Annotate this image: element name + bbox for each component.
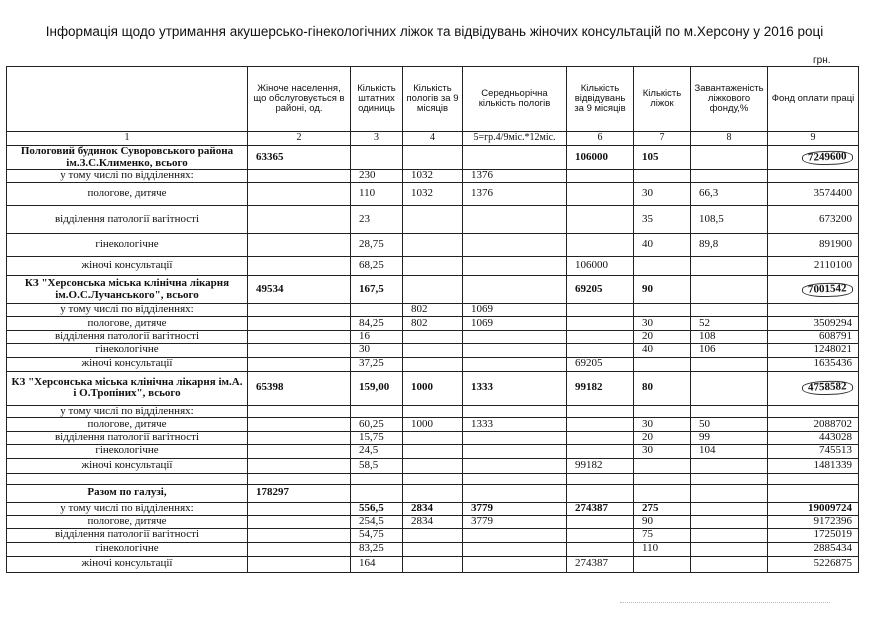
table-cell: 3509294 [768,317,859,331]
table-cell [691,357,768,371]
table-cell: 556,5 [351,502,403,515]
column-number-cell: 8 [691,132,768,146]
table-cell: 608791 [768,331,859,344]
row-label-cell: відділення патології вагітності [7,432,248,445]
table-cell: 1333 [463,371,567,405]
table-cell [463,206,567,234]
table-cell [463,357,567,371]
table-row [7,528,859,542]
row-label-cell: пологове, дитяче [7,515,248,528]
table-cell [403,542,463,556]
table-row [7,371,859,405]
row-label-cell: гінекологічне [7,234,248,257]
table-cell: 891900 [768,234,859,257]
table-cell: 80 [634,371,691,405]
table-cell [691,371,768,405]
table-cell [691,304,768,317]
table-cell [567,444,634,458]
table-cell [351,484,403,502]
table-cell [248,357,351,371]
table-cell: 1481339 [768,458,859,473]
table-cell [248,206,351,234]
table-cell: 50 [691,418,768,432]
table-row [7,183,859,206]
table-cell [463,556,567,572]
table-cell: 274387 [567,556,634,572]
table-cell: 69205 [567,276,634,304]
table-cell [351,473,403,484]
table-cell [691,458,768,473]
table-cell [691,276,768,304]
table-cell: 254,5 [351,515,403,528]
row-label-cell: у тому числі по відділеннях: [7,405,248,418]
table-cell [634,257,691,276]
table-cell: 30 [634,183,691,206]
table-cell: 99182 [567,371,634,405]
table-cell: 1725019 [768,528,859,542]
row-label-cell: жіночі консультації [7,556,248,572]
document-title: Інформація щодо утримання акушерсько-гінекологічних ліжок та відвідувань жіночих консультацій по м.Херсону у 2016 році [45,24,824,39]
header-cell: Фонд оплати праці [768,67,859,132]
table-cell: 167,5 [351,276,403,304]
table-cell [691,542,768,556]
table-cell: 23 [351,206,403,234]
table-cell [463,343,567,357]
table-cell: 106 [691,343,768,357]
table-cell [567,317,634,331]
row-label-cell: пологове, дитяче [7,183,248,206]
table-cell [768,371,859,405]
table-cell [634,458,691,473]
table-cell [567,304,634,317]
circled-total: 7249600 [801,150,852,165]
table-cell [248,304,351,317]
table-cell [403,405,463,418]
row-label-cell: відділення патології вагітності [7,528,248,542]
table-row [7,444,859,458]
row-label-cell [7,473,248,484]
table-row [7,502,859,515]
table-cell: 99 [691,432,768,445]
table-row [7,257,859,276]
table-cell [463,331,567,344]
table-cell: 2088702 [768,418,859,432]
table-cell [463,458,567,473]
table-cell [248,458,351,473]
table-cell [248,556,351,572]
table-cell: 230 [351,170,403,183]
table-cell: 1000 [403,371,463,405]
table-cell [403,556,463,572]
table-row [7,146,859,170]
table-cell [403,357,463,371]
table-cell [351,146,403,170]
table-cell [567,484,634,502]
row-label-cell: гінекологічне [7,542,248,556]
header-cell: Кількість пологів за 9 місяців [403,67,463,132]
table-cell [248,234,351,257]
table-cell [248,257,351,276]
table-row [7,234,859,257]
table-row [7,357,859,371]
column-number-cell: 3 [351,132,403,146]
table-cell [567,432,634,445]
table-cell: 1376 [463,183,567,206]
table-cell: 24,5 [351,444,403,458]
table-cell: 2885434 [768,542,859,556]
table-cell [691,405,768,418]
table-cell [567,473,634,484]
table-cell: 49534 [248,276,351,304]
table-cell: 63365 [248,146,351,170]
table-cell: 802 [403,317,463,331]
table-cell: 58,5 [351,458,403,473]
table-cell: 28,75 [351,234,403,257]
table-cell [463,276,567,304]
table-row [7,331,859,344]
table-cell: 40 [634,343,691,357]
header-cell: Кількість штатних одиниць [351,67,403,132]
table-cell: 108,5 [691,206,768,234]
table-cell [691,515,768,528]
header-cell: Жіноче населення, що обслуговується в районі, од. [248,67,351,132]
table-cell: 52 [691,317,768,331]
currency-unit: грн. [813,55,831,66]
table-cell: 68,25 [351,257,403,276]
table-cell: 164 [351,556,403,572]
header-cell: Кількість ліжок [634,67,691,132]
footer-mark [620,596,830,603]
table-cell [248,502,351,515]
table-cell [768,146,859,170]
table-cell [248,170,351,183]
table-cell [768,170,859,183]
table-cell [403,146,463,170]
table-cell [634,170,691,183]
table-cell: 89,8 [691,234,768,257]
table-cell: 1376 [463,170,567,183]
table-cell [691,528,768,542]
header-row [7,67,859,132]
table-cell: 1000 [403,418,463,432]
row-label-cell: у тому числі по відділеннях: [7,304,248,317]
table-cell [634,473,691,484]
table-cell [768,484,859,502]
table-row [7,556,859,572]
table-cell: 1069 [463,317,567,331]
table-cell: 110 [634,542,691,556]
table-cell [248,444,351,458]
table-cell [403,343,463,357]
column-number-cell: 9 [768,132,859,146]
table-cell [463,473,567,484]
table-cell [567,331,634,344]
table-cell [463,234,567,257]
table-cell [691,170,768,183]
table-cell [463,542,567,556]
header-cell: Завантаженість ліжкового фонду,% [691,67,768,132]
table-cell: 106000 [567,146,634,170]
table-cell: 3779 [463,515,567,528]
header-cell: Кількість відвідувань за 9 місяців [567,67,634,132]
table-cell: 1333 [463,418,567,432]
table-cell [463,484,567,502]
table-cell: 1248021 [768,343,859,357]
table-cell [248,528,351,542]
table-cell [403,206,463,234]
table-cell: 9172396 [768,515,859,528]
table-cell [567,542,634,556]
table-row [7,542,859,556]
table-cell: 3779 [463,502,567,515]
table-cell [463,405,567,418]
table-cell [463,528,567,542]
table-row [7,484,859,502]
row-label-cell: відділення патології вагітності [7,206,248,234]
table-row [7,473,859,484]
table-cell [567,183,634,206]
table-cell: 90 [634,276,691,304]
table-cell [634,484,691,502]
table-row [7,304,859,317]
table-cell: 20 [634,331,691,344]
table-cell [248,432,351,445]
table-cell [248,473,351,484]
table-cell: 30 [634,317,691,331]
table-cell: 274387 [567,502,634,515]
table-row [7,418,859,432]
table-cell: 1069 [463,304,567,317]
table-cell [403,528,463,542]
row-label-cell: гінекологічне [7,343,248,357]
column-number-cell: 6 [567,132,634,146]
table-cell [463,146,567,170]
table-cell: 104 [691,444,768,458]
table-cell [248,331,351,344]
table-cell [248,343,351,357]
table-cell: 443028 [768,432,859,445]
table-cell [634,405,691,418]
table-cell [691,502,768,515]
column-number-cell: 2 [248,132,351,146]
table-row [7,458,859,473]
table-cell: 66,3 [691,183,768,206]
header-cell [7,67,248,132]
data-table [6,66,859,573]
table-cell [634,357,691,371]
table-cell [248,515,351,528]
table-cell [567,405,634,418]
table-cell: 106000 [567,257,634,276]
table-cell: 5226875 [768,556,859,572]
table-cell [567,515,634,528]
table-cell [567,418,634,432]
table-row [7,405,859,418]
table-cell [691,556,768,572]
table-cell: 178297 [248,484,351,502]
table-cell: 83,25 [351,542,403,556]
table-cell [634,556,691,572]
table-cell: 90 [634,515,691,528]
table-cell [248,405,351,418]
row-label-cell: КЗ "Херсонська міська клінічна лікарня ім.О.С.Лучанського", всього [7,276,248,304]
table-cell [403,473,463,484]
table-cell [403,331,463,344]
table-cell: 16 [351,331,403,344]
table-cell: 2834 [403,502,463,515]
table-cell: 99182 [567,458,634,473]
row-label-cell: у тому числі по відділеннях: [7,170,248,183]
table-cell: 19009724 [768,502,859,515]
table-cell: 2834 [403,515,463,528]
table-cell: 2110100 [768,257,859,276]
table-cell [403,432,463,445]
row-label-cell: гінекологічне [7,444,248,458]
table-cell: 30 [634,418,691,432]
table-cell [403,257,463,276]
table-cell [768,276,859,304]
table-cell: 745513 [768,444,859,458]
row-label-cell: КЗ "Херсонська міська клінічна лікарня ім.А. і О.Тропіних", всього [7,371,248,405]
table-cell [567,343,634,357]
table-row [7,343,859,357]
row-label-cell: у тому числі по відділеннях: [7,502,248,515]
table-row [7,206,859,234]
row-label-cell: жіночі консультації [7,257,248,276]
table-cell [463,432,567,445]
table-cell: 802 [403,304,463,317]
table-cell [403,234,463,257]
row-label-cell: Разом по галузі, [7,484,248,502]
table-cell [248,542,351,556]
column-number-row [7,132,859,146]
table-cell: 35 [634,206,691,234]
table-cell [691,146,768,170]
table-cell [403,444,463,458]
table-cell [403,484,463,502]
table-cell: 673200 [768,206,859,234]
table-cell [691,473,768,484]
row-label-cell: відділення патології вагітності [7,331,248,344]
table-cell: 54,75 [351,528,403,542]
table-cell: 1032 [403,170,463,183]
table-row [7,276,859,304]
table-cell [463,257,567,276]
table-cell: 30 [634,444,691,458]
table-cell: 30 [351,343,403,357]
table-cell: 60,25 [351,418,403,432]
table-row [7,515,859,528]
table-cell: 1032 [403,183,463,206]
table-cell [351,405,403,418]
table-cell: 75 [634,528,691,542]
row-label-cell: пологове, дитяче [7,418,248,432]
table-cell [248,317,351,331]
table-cell [768,304,859,317]
table-cell: 159,00 [351,371,403,405]
table-cell: 69205 [567,357,634,371]
table-cell [768,473,859,484]
row-label-cell: Пологовий будинок Суворовського района ім.З.С.Клименко, всього [7,146,248,170]
table-cell [768,405,859,418]
table-cell: 3574400 [768,183,859,206]
table-cell [567,234,634,257]
table-cell: 65398 [248,371,351,405]
table-cell [248,183,351,206]
table-cell [567,206,634,234]
table-cell: 84,25 [351,317,403,331]
table-cell: 105 [634,146,691,170]
row-label-cell: пологове, дитяче [7,317,248,331]
column-number-cell: 7 [634,132,691,146]
table-row [7,317,859,331]
header-cell: Середньорічна кількість пологів [463,67,567,132]
table-cell: 1635436 [768,357,859,371]
table-cell: 40 [634,234,691,257]
table-cell [567,528,634,542]
table-cell [248,418,351,432]
table-row [7,170,859,183]
table-cell: 15,75 [351,432,403,445]
table-cell [351,304,403,317]
column-number-cell: 5=гр.4/9міс.*12міс. [463,132,567,146]
table-cell [691,257,768,276]
table-cell [403,276,463,304]
circled-total: 7001542 [801,282,852,297]
table-cell: 20 [634,432,691,445]
table-row [7,432,859,445]
row-label-cell: жіночі консультації [7,357,248,371]
table-cell [463,444,567,458]
table-cell [567,170,634,183]
table-cell: 37,25 [351,357,403,371]
table-cell: 110 [351,183,403,206]
table-cell: 275 [634,502,691,515]
table-cell [403,458,463,473]
column-number-cell: 4 [403,132,463,146]
table-cell [691,484,768,502]
column-number-cell: 1 [7,132,248,146]
table-cell [634,304,691,317]
table-cell: 108 [691,331,768,344]
circled-total: 4758582 [801,380,852,395]
row-label-cell: жіночі консультації [7,458,248,473]
